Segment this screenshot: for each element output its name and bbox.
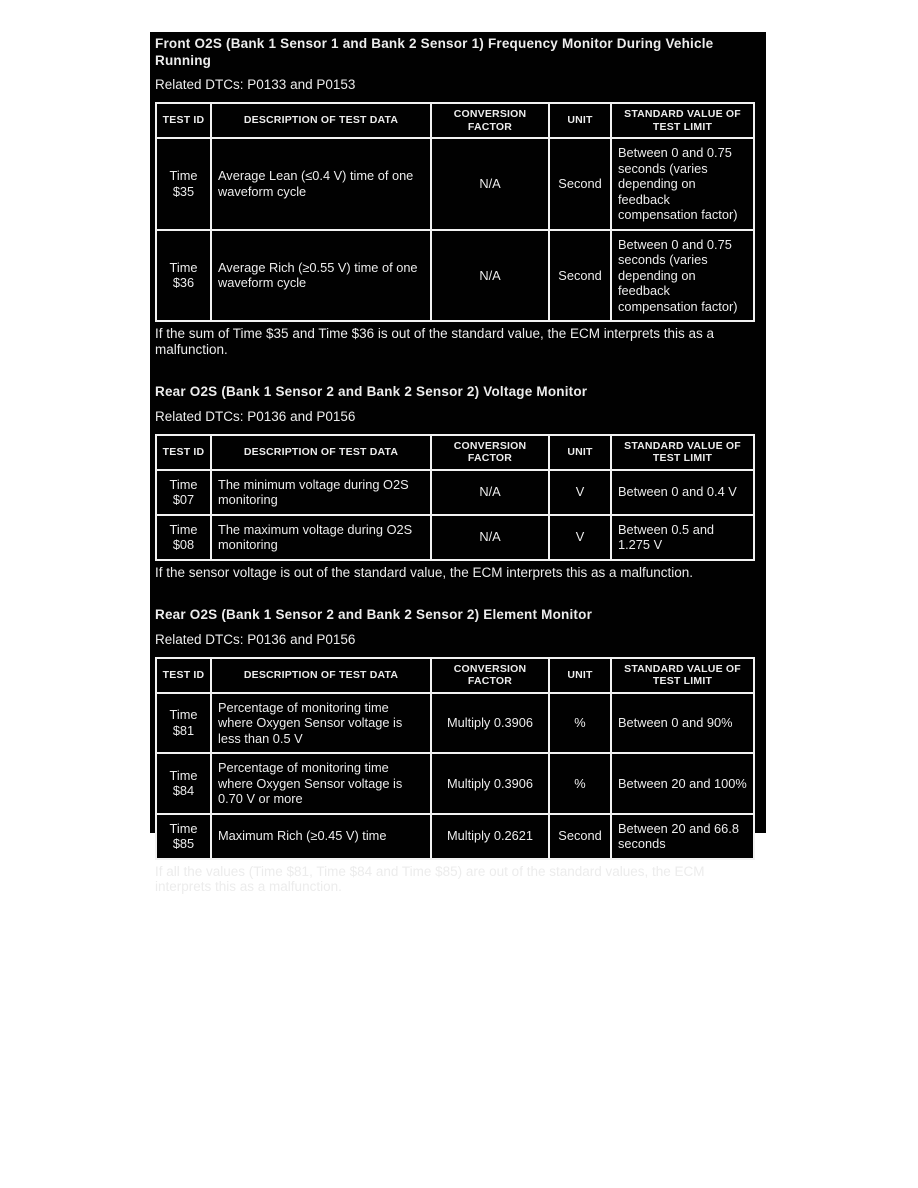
table-row [156,693,754,754]
cell-standard: Between 20 and 66.8 seconds [611,814,754,859]
section-rear-o2s-voltage-monitor [155,384,761,580]
cell-conversion: N/A [431,515,549,560]
cell-test-id: Time $85 [156,814,211,859]
header-unit: UNIT [549,103,611,138]
section-note: If all the values (Time $81, Time $84 and Time $85) are out of the standard values, the ECM interprets this as a malfunction. [155,863,705,894]
cell-unit: % [549,693,611,754]
cell-test-id: Time $08 [156,515,211,560]
cell-description: Percentage of monitoring time where Oxygen Sensor voltage is 0.70 V or more [211,753,431,814]
table-row [156,515,754,560]
cell-conversion: N/A [431,470,549,515]
cell-conversion: Multiply 0.3906 [431,693,549,754]
cell-standard: Between 20 and 100% [611,753,754,814]
table-row [156,470,754,515]
table-header-row [156,435,754,470]
section-front-o2s-frequency-monitor [155,36,761,357]
cell-unit: V [549,515,611,560]
cell-description: Average Lean (≤0.4 V) time of one waveform cycle [211,138,431,230]
related-dtcs: Related DTCs: P0136 and P0156 [155,631,356,647]
header-test-id: TEST ID [156,435,211,470]
section-title: Rear O2S (Bank 1 Sensor 2 and Bank 2 Sensor 2) Element Monitor [155,607,593,622]
cell-test-id: Time $84 [156,753,211,814]
table-row [156,230,754,322]
cell-description: Average Rich (≥0.55 V) time of one waveform cycle [211,230,431,322]
cell-test-id: Time $81 [156,693,211,754]
section-note: If the sum of Time $35 and Time $36 is out of the standard value, the ECM interprets this as a malfunction. [155,326,715,357]
table-header-row [156,103,754,138]
header-test-id: TEST ID [156,103,211,138]
cell-unit: V [549,470,611,515]
header-unit: UNIT [549,658,611,693]
table-row [156,753,754,814]
header-standard-value: STANDARD VALUE OF TEST LIMIT [611,658,754,693]
cell-description: Maximum Rich (≥0.45 V) time [211,814,431,859]
cell-conversion: N/A [431,230,549,322]
header-conversion-factor: CONVERSION FACTOR [431,435,549,470]
header-description: DESCRIPTION OF TEST DATA [211,435,431,470]
header-description: DESCRIPTION OF TEST DATA [211,658,431,693]
header-test-id: TEST ID [156,658,211,693]
related-dtcs: Related DTCs: P0136 and P0156 [155,408,356,424]
section-title: Front O2S (Bank 1 Sensor 1 and Bank 2 Sensor 1) Frequency Monitor During Vehicle Running [155,36,714,68]
table-row [156,814,754,859]
cell-standard: Between 0 and 0.4 V [611,470,754,515]
cell-unit: Second [549,814,611,859]
header-unit: UNIT [549,435,611,470]
cell-conversion: Multiply 0.3906 [431,753,549,814]
cell-unit: Second [549,230,611,322]
cell-unit: % [549,753,611,814]
cell-standard: Between 0 and 0.75 seconds (varies depending on feedback compensation factor) [611,138,754,230]
cell-conversion: N/A [431,138,549,230]
header-conversion-factor: CONVERSION FACTOR [431,658,549,693]
data-table [155,434,755,561]
cell-description: The maximum voltage during O2S monitoring [211,515,431,560]
cell-test-id: Time $36 [156,230,211,322]
header-standard-value: STANDARD VALUE OF TEST LIMIT [611,435,754,470]
cell-test-id: Time $35 [156,138,211,230]
section-rear-o2s-element-monitor [155,607,761,895]
related-dtcs: Related DTCs: P0133 and P0153 [155,77,356,92]
cell-standard: Between 0 and 0.75 seconds (varies depending on feedback compensation factor) [611,230,754,322]
header-description: DESCRIPTION OF TEST DATA [211,103,431,138]
cell-description: Percentage of monitoring time where Oxygen Sensor voltage is less than 0.5 V [211,693,431,754]
cell-description: The minimum voltage during O2S monitoring [211,470,431,515]
section-title: Rear O2S (Bank 1 Sensor 2 and Bank 2 Sensor 2) Voltage Monitor [155,384,588,399]
table-header-row [156,658,754,693]
cell-unit: Second [549,138,611,230]
cell-conversion: Multiply 0.2621 [431,814,549,859]
cell-test-id: Time $07 [156,470,211,515]
table-row [156,138,754,230]
section-note: If the sensor voltage is out of the standard value, the ECM interprets this as a malfunction. [155,564,694,580]
cell-standard: Between 0.5 and 1.275 V [611,515,754,560]
header-standard-value: STANDARD VALUE OF TEST LIMIT [611,103,754,138]
cell-standard: Between 0 and 90% [611,693,754,754]
header-conversion-factor: CONVERSION FACTOR [431,103,549,138]
data-table [155,657,755,860]
document-panel [150,32,766,894]
data-table [155,102,755,322]
